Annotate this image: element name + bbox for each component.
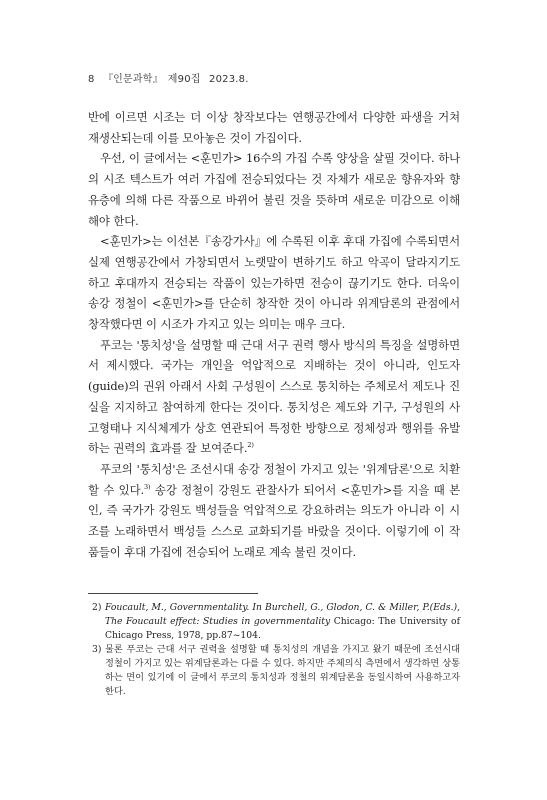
paragraph-text: 송강 정철이 강원도 관찰사가 되어서 <훈민가>를 지을 때 본인, 즉 국가가 강원도 백성들을 억압적으로 강요하려는 의도가 아니라 이 시조를 노래하면서 백성들 스스로 교화되기를 바랐을 것이다. 이렇기에 이 작품들이 후대 가집에 전승되어 노래로 계속 불린 것이다. <box>88 482 460 559</box>
issue-number: 제90집 <box>167 74 201 85</box>
paragraph-5 <box>88 459 460 563</box>
paragraph-2 <box>88 148 460 231</box>
footnote-number: 3) <box>92 644 102 655</box>
paragraph-text: 우선, 이 글에서는 <훈민가> 16수의 가집 수록 양상을 살필 것이다. 하나의 시조 텍스트가 여러 가집에 전승되었다는 것 자체가 새로운 향유자와 향유층에 의해 다른 작품으로 바뀌어 불린 것을 뜻하며 새로운 미감으로 이해해야 한다. <box>88 151 460 228</box>
paragraph-text: 반에 이르면 시조는 더 이상 창작보다는 연행공간에서 다양한 파생을 거쳐 재생산되는데 이를 모아놓은 것이 가집이다. <box>88 110 460 145</box>
footnote-number: 2) <box>92 602 102 613</box>
journal-title: 『인문과학』 <box>102 74 163 85</box>
footnote-citation-italic: Foucault, M., Governmentality. In Burchell, G., Glodon, C. & Miller, P.(Eds.), The Foucault effect: Studies in governmentality <box>105 602 460 627</box>
running-header <box>88 70 254 85</box>
paragraph-4 <box>88 335 460 459</box>
footnote-ref-3[interactable]: 3) <box>144 482 151 491</box>
footnote-2 <box>88 601 460 643</box>
paragraph-text: <훈민가>는 이선본『송강가사』에 수록된 이후 후대 가집에 수록되면서 실제 연행공간에서 가창되면서 노랫말이 변하기도 하고 악곡이 달라지기도 하고 후대까지 전승되는 작품이 있는가하면 전승이 끊기기도 한다. 더욱이 송강 정철이 <훈민가>를 단순히 창작한 것이 아니라 위계담론의 관점에서 창작했다면 이 시조가 가지고 있는 의미는 매우 크다. <box>88 234 460 332</box>
page-number: 8 <box>88 74 95 85</box>
issue-date: 2023.8. <box>209 74 249 85</box>
footnote-text: 물론 푸코는 근대 서구 권력을 설명할 때 통치성의 개념을 가지고 왔기 때문에 조선시대 정철이 가지고 있는 위계담론과는 다를 수 있다. 하지만 주체의식 측면에서 생각하면 상통하는 면이 있기에 이 글에서 푸코의 통치성과 정철의 위계담론을 동일시하여 사용하고자 한다. <box>105 644 460 697</box>
footnote-text: Chicago: The University of Chicago Press, 1978, pp.87~104. <box>105 616 460 641</box>
body-text <box>88 107 460 562</box>
footnote-3 <box>88 643 460 699</box>
paragraph-3 <box>88 231 460 335</box>
footnote-divider <box>88 593 258 594</box>
paragraph-1 <box>88 107 460 148</box>
paragraph-text: 푸코는 '통치성'을 설명할 때 근대 서구 권력 행사 방식의 특징을 설명하면서 제시했다. 국가는 개인을 억압적으로 지배하는 것이 아니라, 인도자(guide)의 권위 아래서 사회 구성원이 스스로 통치하는 주체로서 제도나 진실을 지지하고 참여하게 한다는 것이다. 통치성은 제도와 기구, 구성원의 사고형태나 지식체계가 상호 연관되어 특정한 방향으로 정체성과 행위를 유발하는 권력의 효과를 잘 보여준다. <box>88 337 460 456</box>
footnote-ref-2[interactable]: 2) <box>247 441 254 450</box>
paragraph-text: 푸코의 '통치성'은 조선시대 송강 정철이 가지고 있는 '위계담론'으로 치환할 수 있다. <box>88 461 460 497</box>
footnotes <box>88 601 460 699</box>
